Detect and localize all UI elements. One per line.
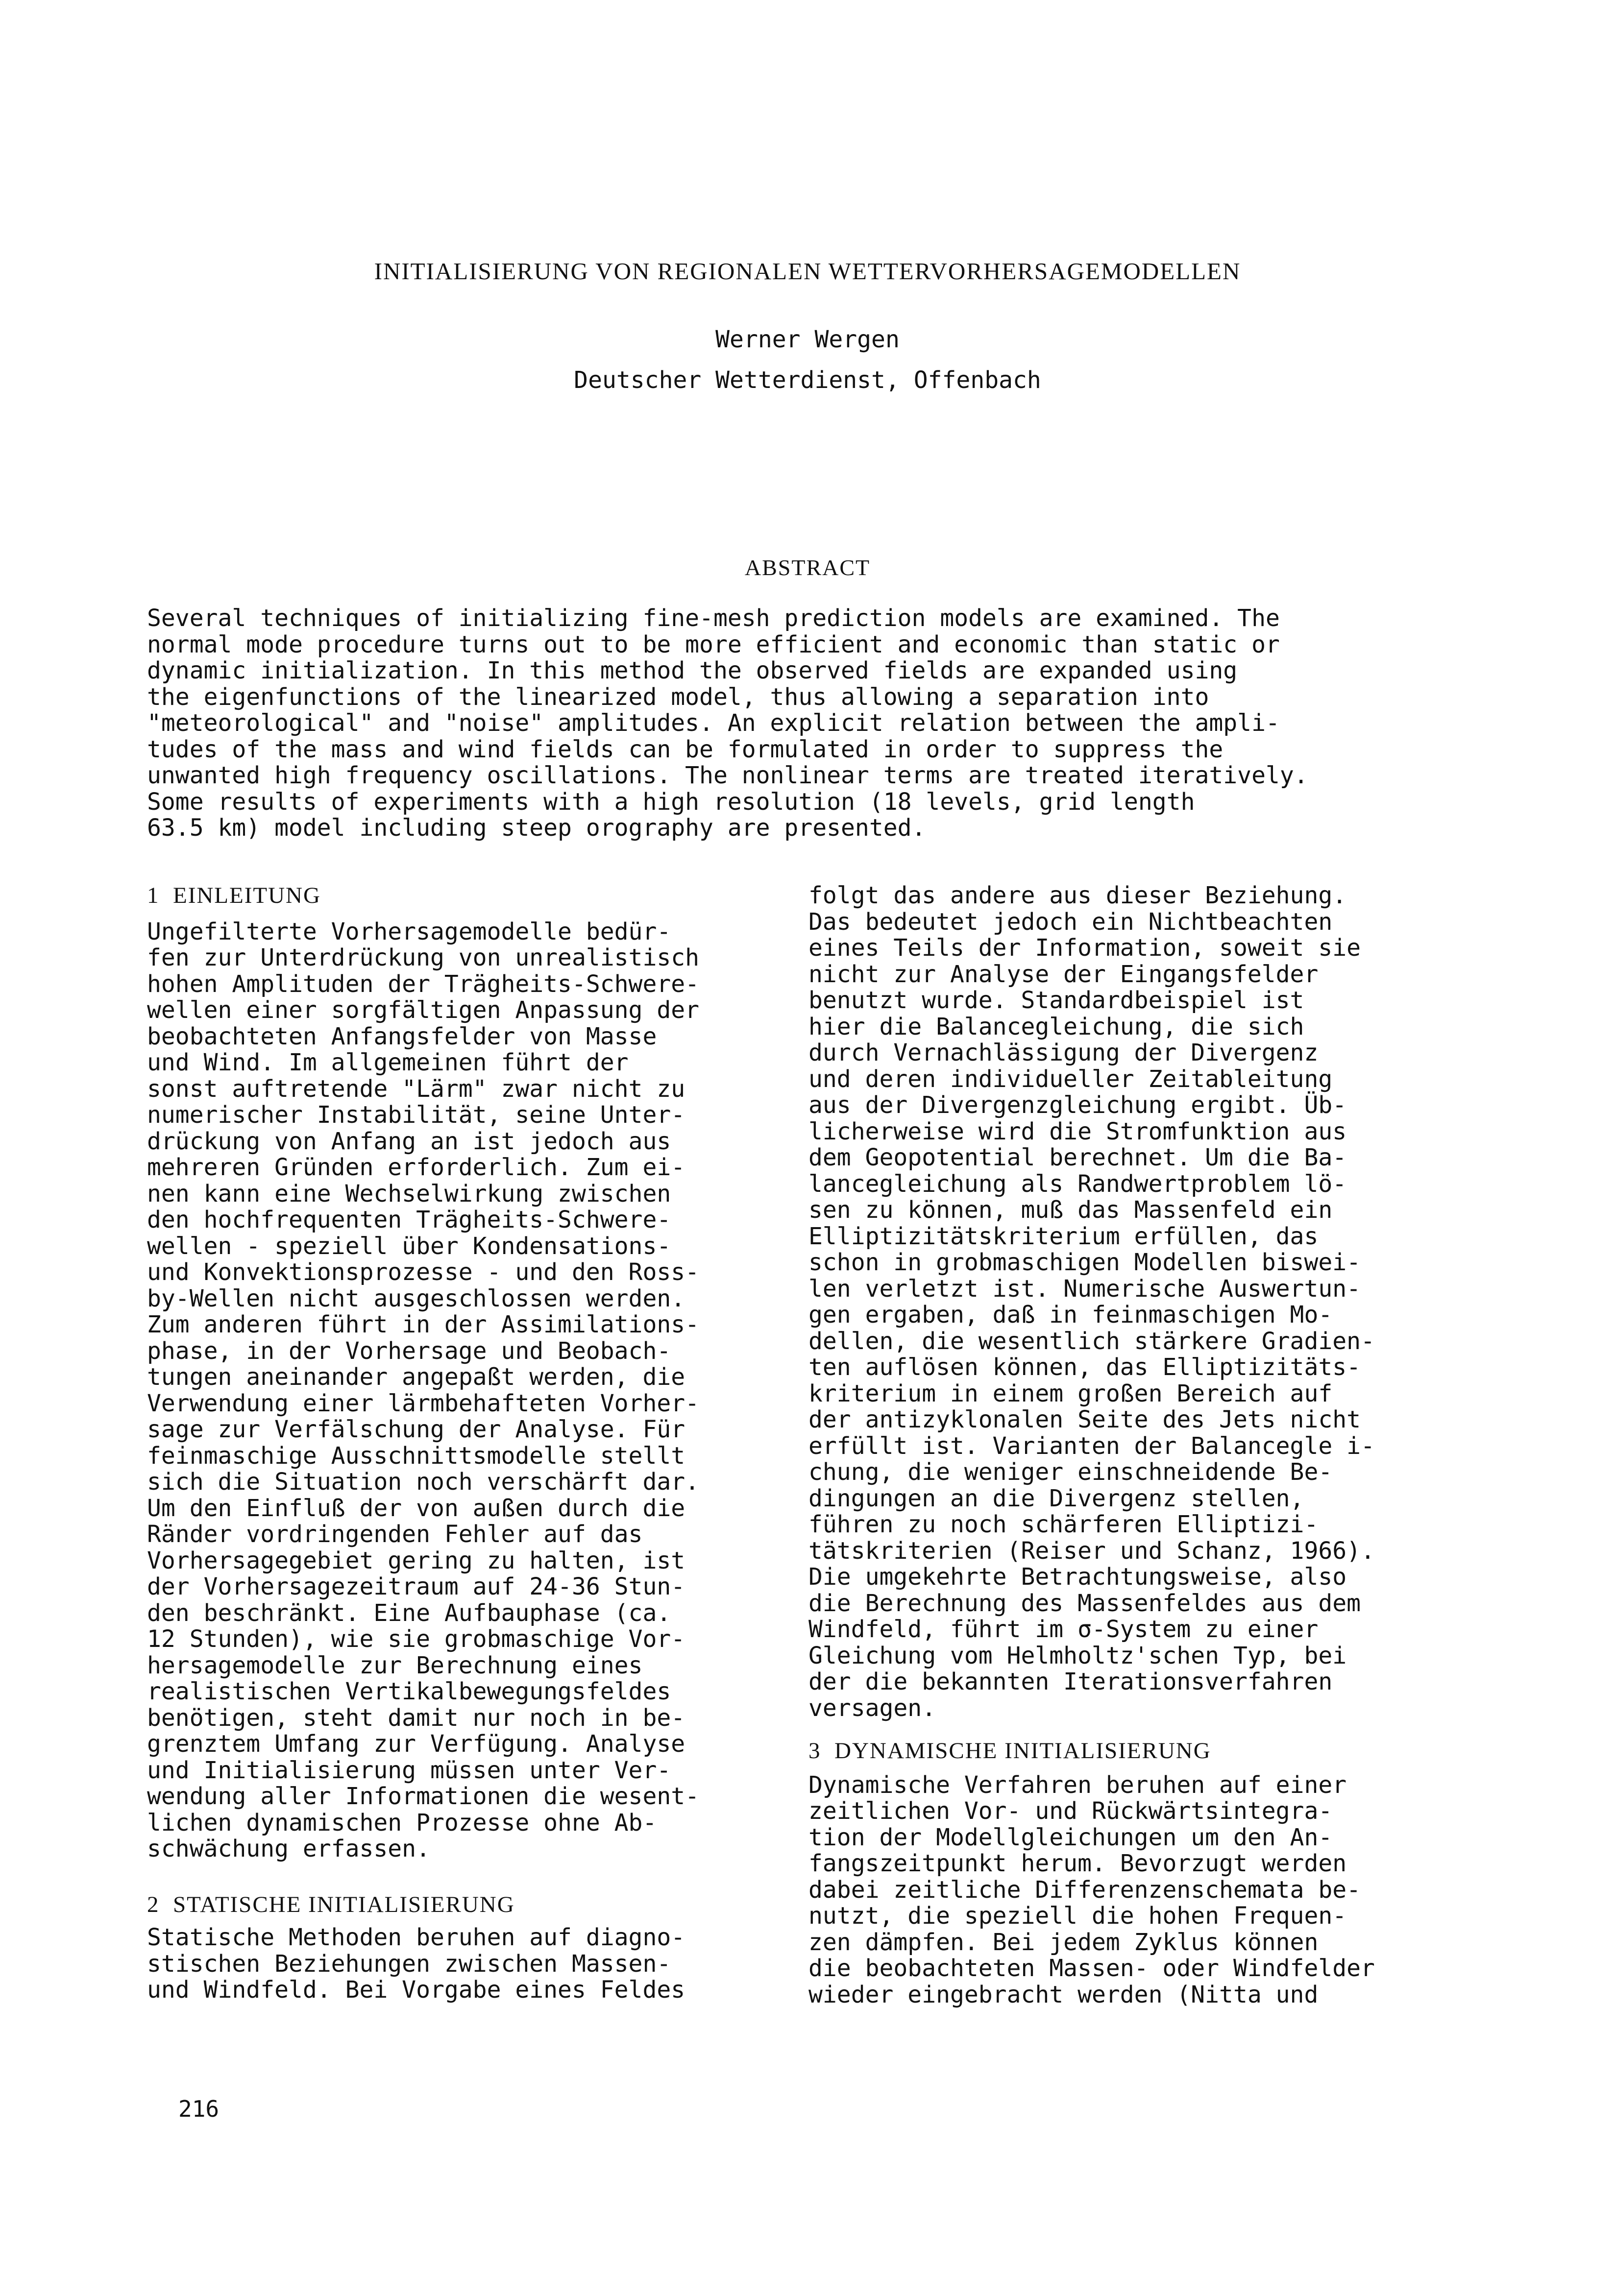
text-line: der Vorhersagezeitraum auf 24-36 Stun- [147, 1573, 685, 1600]
text-line: Dynamische Verfahren beruhen auf einer [808, 1771, 1347, 1799]
text-line: wellen - speziell über Kondensations- [147, 1232, 671, 1260]
paper-title: INITIALISIERUNG VON REGIONALEN WETTERVORHERSAGEMODELLEN [374, 258, 1241, 285]
text-line: dellen, die wesentlich stärkere Gradien- [808, 1327, 1375, 1355]
section-body-dynamische-initialisierung [808, 1772, 1470, 2008]
text-line: stischen Beziehungen zwischen Massen- [147, 1950, 671, 1978]
abstract-line: "meteorological" and "noise" amplitudes. An explicit relation between the ampli- [147, 709, 1280, 737]
text-line: len verletzt ist. Numerische Auswertun- [808, 1275, 1361, 1303]
text-line: fen zur Unterdrückung von unrealistisch [147, 944, 700, 971]
text-line: grenztem Umfang zur Verfügung. Analyse [147, 1730, 685, 1758]
text-line: hersagemodelle zur Berechnung eines [147, 1651, 643, 1679]
text-line: schwächung erfassen. [147, 1835, 430, 1862]
text-line: chung, die weniger einschneidende Be- [808, 1458, 1333, 1486]
section-body-statische-continued [808, 883, 1470, 1721]
text-line: Gleichung vom Helmholtz'schen Typ, bei [808, 1642, 1347, 1669]
abstract-line: 63.5 km) model including steep orography are presented. [147, 814, 926, 842]
text-line: die beobachteten Massen- oder Windfelder [808, 1955, 1375, 1982]
text-line: aus der Divergenzgleichung ergibt. Üb- [808, 1091, 1347, 1119]
text-line: nen kann eine Wechselwirkung zwischen [147, 1180, 671, 1208]
section-heading-einleitung: 1 EINLEITUNG [147, 883, 321, 908]
text-line: sonst auftretende "Lärm" zwar nicht zu [147, 1075, 685, 1103]
text-line: der die bekannten Iterationsverfahren [808, 1668, 1333, 1695]
text-line: zeitlichen Vor- und Rückwärtsintegra- [808, 1797, 1333, 1825]
left-column [147, 883, 764, 2004]
text-line: erfüllt ist. Varianten der Balancegle i- [808, 1432, 1375, 1460]
section-body-statische-initialisierung [147, 1925, 764, 2004]
text-line: sich die Situation noch verschärft dar. [147, 1468, 700, 1496]
text-line: numerischer Instabilität, seine Unter- [147, 1101, 685, 1129]
text-line: und Wind. Im allgemeinen führt der [147, 1049, 629, 1076]
text-line: Die umgekehrte Betrachtungsweise, also [808, 1563, 1347, 1591]
right-column [808, 883, 1470, 2008]
text-line: den hochfrequenten Trägheits-Schwere- [147, 1206, 671, 1233]
text-line: hier die Balancegleichung, die sich [808, 1013, 1304, 1040]
text-line: kriterium in einem großen Bereich auf [808, 1379, 1333, 1407]
section-heading-dynamische-initialisierung: 3 DYNAMISCHE INITIALISIERUNG [808, 1738, 1211, 1764]
page-number: 216 [178, 2096, 220, 2122]
text-line: licherweise wird die Stromfunktion aus [808, 1117, 1347, 1145]
text-line: tätskriterien (Reiser und Schanz, 1966). [808, 1537, 1375, 1565]
abstract-line: normal mode procedure turns out to be more efficient and economic than static or [147, 630, 1280, 658]
abstract-line: tudes of the mass and wind fields can be formulated in order to suppress the [147, 735, 1223, 763]
text-line: nutzt, die speziell die hohen Frequen- [808, 1902, 1347, 1930]
text-line: Das bedeutet jedoch ein Nichtbeachten [808, 908, 1333, 936]
text-line: eines Teils der Information, soweit sie [808, 934, 1361, 962]
text-line: benutzt wurde. Standardbeispiel ist [808, 987, 1304, 1014]
text-line: zen dämpfen. Bei jedem Zyklus können [808, 1928, 1319, 1956]
text-line: und Konvektionsprozesse - und den Ross- [147, 1258, 700, 1286]
author-name: Werner Wergen [715, 326, 900, 353]
text-line: wellen einer sorgfältigen Anpassung der [147, 996, 700, 1024]
text-line: und deren individueller Zeitableitung [808, 1065, 1333, 1093]
text-line: dingungen an die Divergenz stellen, [808, 1484, 1304, 1512]
text-line: und Initialisierung müssen unter Ver- [147, 1756, 671, 1784]
text-line: durch Vernachlässigung der Divergenz [808, 1039, 1319, 1066]
text-line: wieder eingebracht werden (Nitta und [808, 1981, 1319, 2008]
abstract-body [147, 605, 1460, 842]
text-line: by-Wellen nicht ausgeschlossen werden. [147, 1284, 685, 1312]
text-line: 12 Stunden), wie sie grobmaschige Vor- [147, 1625, 685, 1653]
text-line: dabei zeitliche Differenzenschemata be- [808, 1876, 1361, 1904]
text-line: phase, in der Vorhersage und Beobach- [147, 1337, 671, 1365]
author-affiliation: Deutscher Wetterdienst, Offenbach [574, 366, 1041, 394]
text-line: feinmaschige Ausschnittsmodelle stellt [147, 1442, 685, 1470]
text-line: mehreren Gründen erforderlich. Zum ei- [147, 1154, 685, 1181]
text-line: dem Geopotential berechnet. Um die Ba- [808, 1144, 1347, 1171]
text-line: beobachteten Anfangsfelder von Masse [147, 1022, 657, 1050]
text-line: Um den Einfluß der von außen durch die [147, 1494, 685, 1522]
abstract-line: unwanted high frequency oscillations. The nonlinear terms are treated iteratively. [147, 762, 1308, 789]
abstract-line: Several techniques of initializing fine-mesh prediction models are examined. The [147, 604, 1280, 632]
text-line: folgt das andere aus dieser Beziehung. [808, 882, 1347, 909]
text-line: schon in grobmaschigen Modellen biswei- [808, 1249, 1361, 1276]
text-line: sen zu können, muß das Massenfeld ein [808, 1196, 1333, 1224]
text-line: Ungefilterte Vorhersagemodelle bedür- [147, 918, 671, 945]
abstract-line: Some results of experiments with a high resolution (18 levels, grid length [147, 788, 1195, 816]
text-line: Windfeld, führt im σ-System zu einer [808, 1616, 1319, 1643]
text-line: lancegleichung als Randwertproblem lö- [808, 1170, 1347, 1198]
abstract-heading: ABSTRACT [744, 555, 871, 580]
text-line: Verwendung einer lärmbehafteten Vorher- [147, 1389, 700, 1417]
text-line: lichen dynamischen Prozesse ohne Ab- [147, 1809, 657, 1837]
section-body-einleitung [147, 919, 764, 1862]
text-line: tion der Modellgleichungen um den An- [808, 1823, 1333, 1851]
text-line: drückung von Anfang an ist jedoch aus [147, 1127, 671, 1155]
text-line: wendung aller Informationen die wesent- [147, 1783, 700, 1810]
text-line: nicht zur Analyse der Eingangsfelder [808, 960, 1319, 988]
text-line: sage zur Verfälschung der Analyse. Für [147, 1416, 685, 1443]
text-line: tungen aneinander angepaßt werden, die [147, 1363, 685, 1391]
text-line: ten auflösen können, das Elliptizitäts- [808, 1353, 1361, 1381]
text-line: benötigen, steht damit nur noch in be- [147, 1704, 685, 1732]
abstract-line: the eigenfunctions of the linearized model, thus allowing a separation into [147, 683, 1209, 711]
text-line: hohen Amplituden der Trägheits-Schwere- [147, 970, 700, 998]
abstract-line: dynamic initialization. In this method the observed fields are expanded using [147, 657, 1238, 684]
text-line: den beschränkt. Eine Aufbauphase (ca. [147, 1599, 671, 1627]
text-line: Elliptizitätskriterium erfüllen, das [808, 1222, 1319, 1250]
text-line: und Windfeld. Bei Vorgabe eines Feldes [147, 1976, 685, 2004]
text-line: gen ergaben, daß in feinmaschigen Mo- [808, 1301, 1333, 1329]
text-line: Statische Methoden beruhen auf diagno- [147, 1924, 685, 1951]
text-line: der antizyklonalen Seite des Jets nicht [808, 1406, 1361, 1433]
text-line: Vorhersagegebiet gering zu halten, ist [147, 1547, 685, 1574]
text-line: fangszeitpunkt herum. Bevorzugt werden [808, 1850, 1347, 1877]
text-line: führen zu noch schärferen Elliptizi- [808, 1511, 1319, 1538]
text-line: realistischen Vertikalbewegungsfeldes [147, 1678, 671, 1705]
text-line: versagen. [808, 1694, 936, 1722]
text-line: Ränder vordringenden Fehler auf das [147, 1521, 643, 1548]
text-line: die Berechnung des Massenfeldes aus dem [808, 1589, 1361, 1617]
text-line: Zum anderen führt in der Assimilations- [147, 1311, 700, 1338]
section-heading-statische-initialisierung: 2 STATISCHE INITIALISIERUNG [147, 1891, 515, 1917]
